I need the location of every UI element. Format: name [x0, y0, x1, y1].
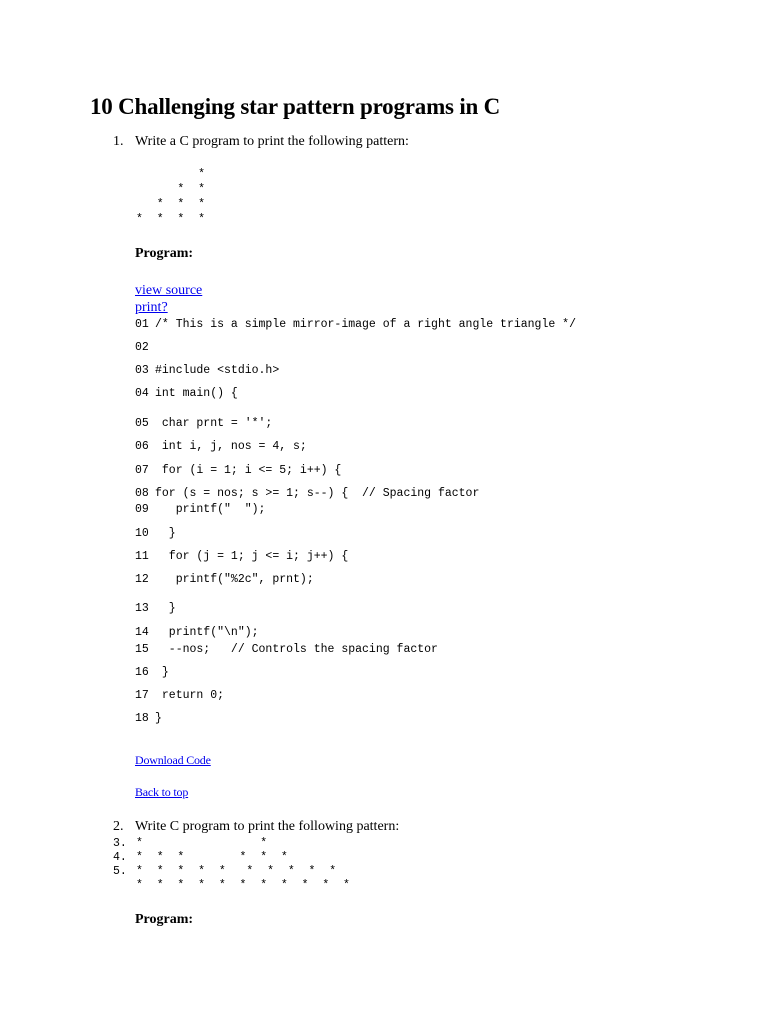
pattern-row: * * * *: [136, 213, 206, 226]
page-title: 10 Challenging star pattern programs in C: [90, 94, 501, 119]
code-line: 02: [135, 341, 149, 354]
question-2-number: 2.: [113, 819, 124, 834]
code-line: 07 for (i = 1; i <= 5; i++) {: [135, 464, 342, 477]
pattern-row: 4. * * * * * *: [113, 851, 288, 864]
question-1-text: Write a C program to print the following pattern:: [135, 134, 409, 149]
pattern-row: * *: [136, 183, 206, 196]
code-line: 15 --nos; // Controls the spacing factor: [135, 643, 438, 656]
code-line: 06 int i, j, nos = 4, s;: [135, 440, 307, 453]
code-line: 18 }: [135, 712, 162, 725]
pattern-row: 5. * * * * * * * * * *: [113, 865, 337, 878]
pattern-row: *: [136, 168, 206, 181]
program-label: Program:: [135, 912, 194, 927]
code-line: 10 }: [135, 527, 176, 540]
pattern-row: 3. * *: [113, 837, 268, 850]
back-to-top-link[interactable]: Back to top: [135, 785, 189, 799]
code-line: 01 /* This is a simple mirror-image of a right angle triangle */: [135, 318, 576, 331]
code-line: 04 int main() {: [135, 387, 238, 400]
code-line: 11 for (j = 1; j <= i; j++) {: [135, 550, 349, 563]
question-1-number: 1.: [113, 134, 124, 149]
code-line: 05 char prnt = '*';: [135, 417, 273, 430]
download-code-link[interactable]: Download Code: [135, 753, 211, 767]
code-line: 16 }: [135, 666, 169, 679]
view-source-link[interactable]: view source: [135, 283, 203, 298]
pattern-row: * * * * * * * * * * *: [136, 879, 350, 892]
program-label: Program:: [135, 246, 194, 261]
pattern-row: * * *: [136, 198, 206, 211]
code-line: 17 return 0;: [135, 689, 225, 702]
code-line: 08 for (s = nos; s >= 1; s--) { // Spacing factor: [135, 487, 480, 500]
code-line: 13 }: [135, 602, 176, 615]
question-2-text: Write C program to print the following pattern:: [135, 819, 400, 834]
code-line: 12 printf("%2c", prnt);: [135, 573, 314, 586]
code-line: 09 printf(" ");: [135, 503, 266, 516]
code-line: 03 #include <stdio.h>: [135, 364, 280, 377]
code-line: 14 printf("\n");: [135, 626, 259, 639]
print-link[interactable]: print?: [135, 300, 168, 315]
